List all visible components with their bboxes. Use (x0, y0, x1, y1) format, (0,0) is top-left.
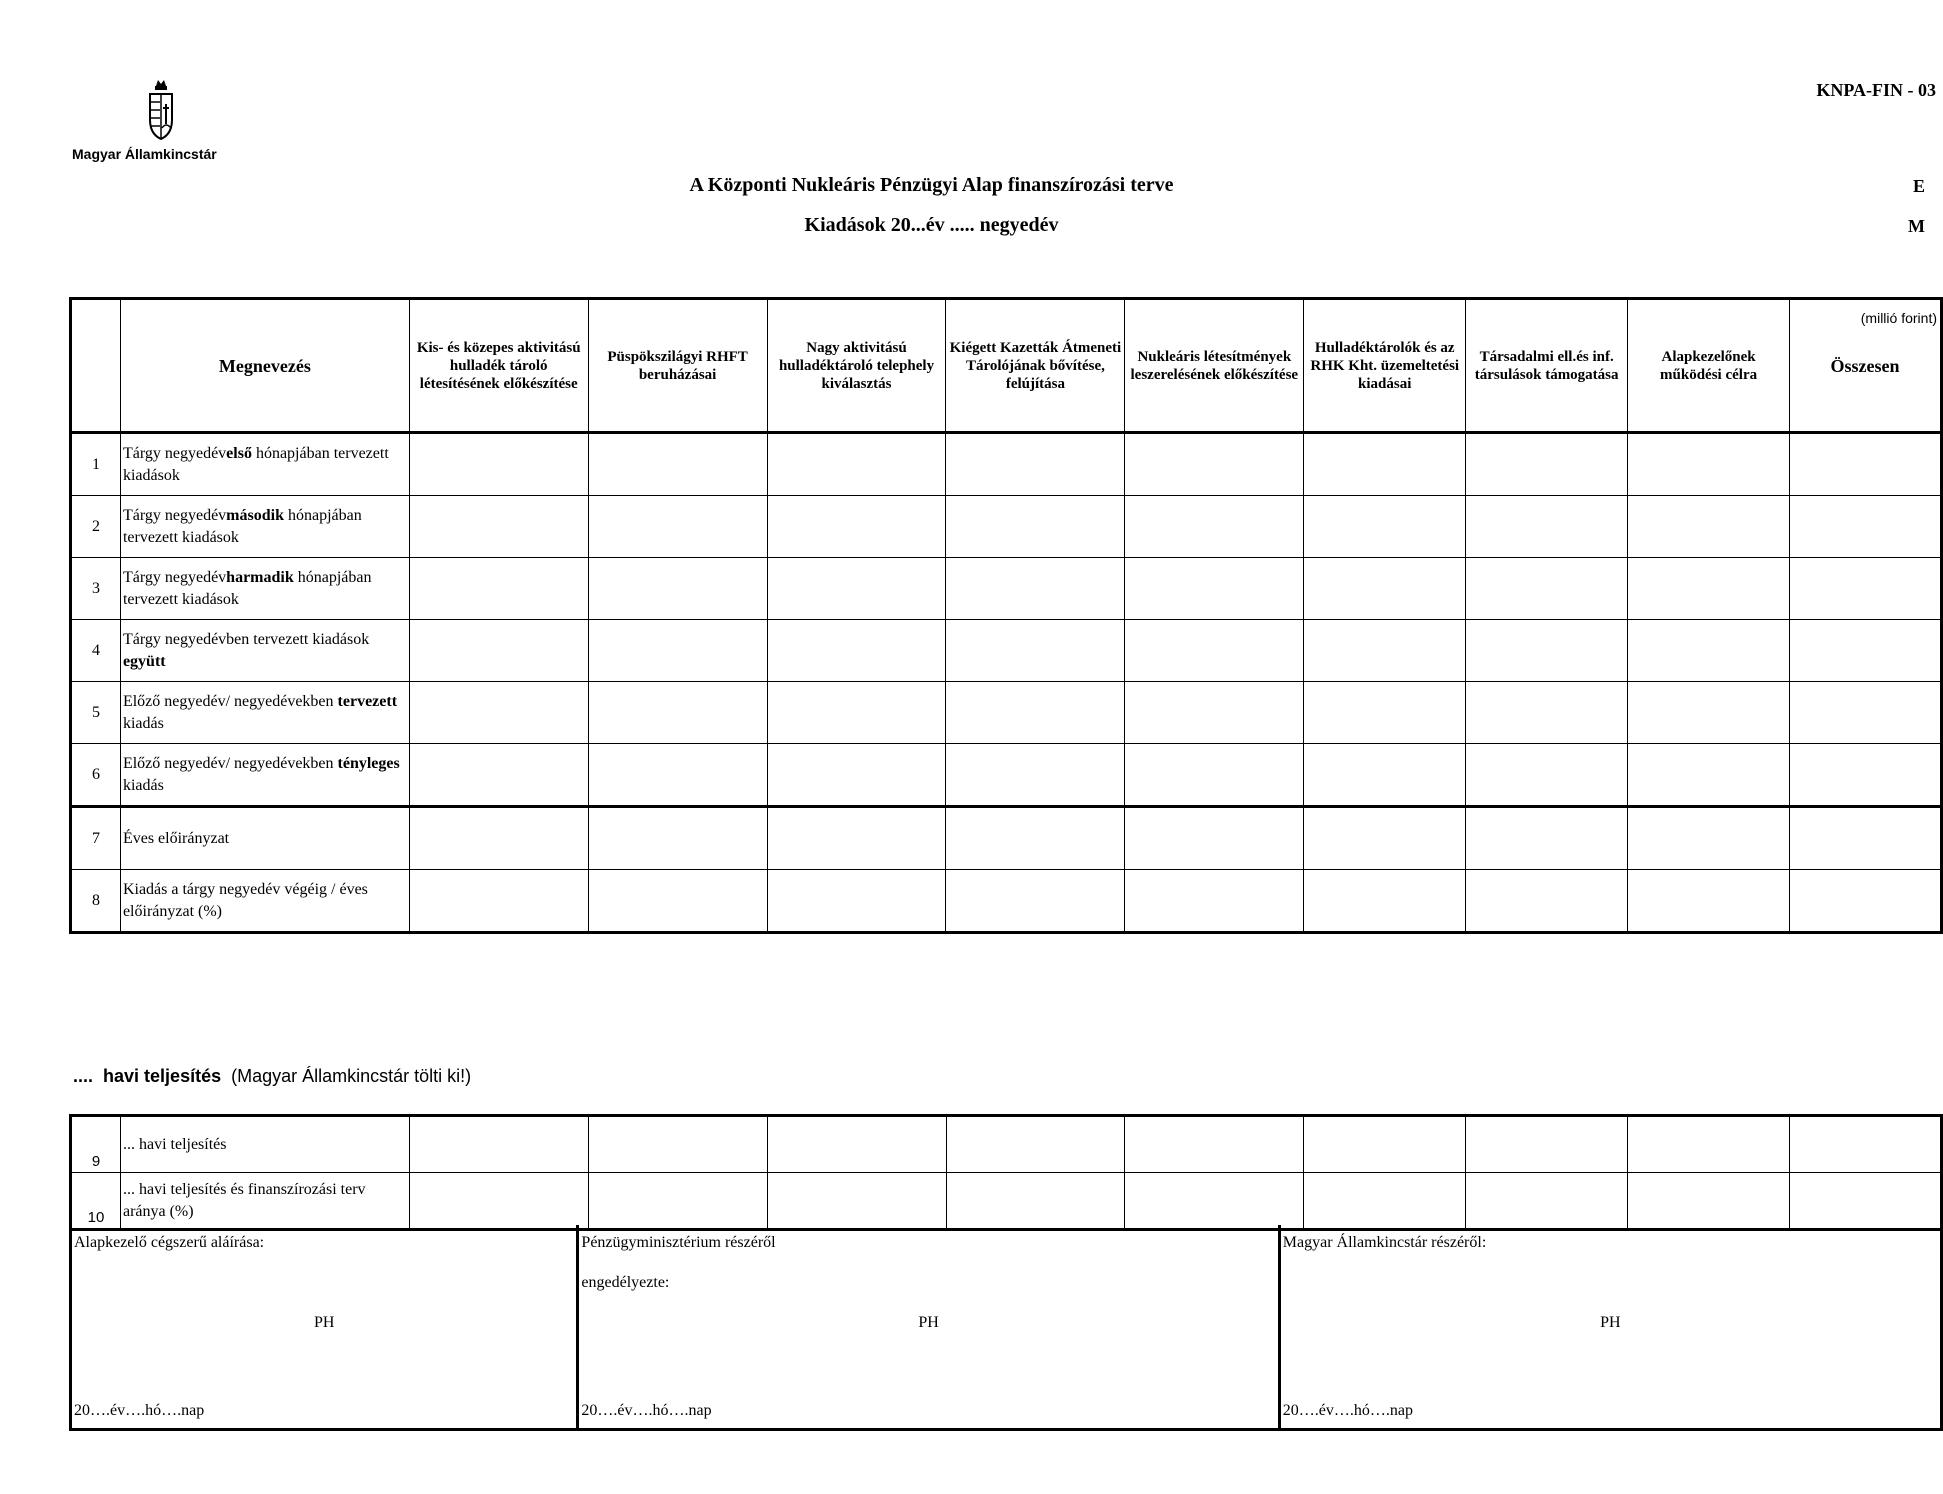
amount-cell[interactable] (767, 744, 946, 807)
section-dots: .... (73, 1066, 94, 1086)
monthly-performance-table (69, 1114, 1943, 1231)
performance-cell[interactable] (946, 1173, 1125, 1230)
row-description (120, 558, 409, 620)
row-description (120, 620, 409, 682)
column-header-high-activity-site: Nagy aktivitású hulladéktároló telephely kiválasztás (767, 299, 946, 433)
amount-cell[interactable] (1790, 496, 1942, 558)
column-header-low-mid-waste-storage: Kis- és közepes aktivitású hulladék tároló létesítésének előkészítése (409, 299, 588, 433)
column-header-operating-costs: Hulladéktárolók és az RHK Kht. üzemeltetési kiadásai (1304, 299, 1466, 433)
amount-cell[interactable] (1628, 870, 1790, 933)
plan-row-2 (71, 496, 1942, 558)
amount-cell[interactable] (1628, 682, 1790, 744)
amount-cell[interactable] (946, 433, 1125, 496)
plan-row-7 (71, 807, 1942, 870)
amount-cell[interactable] (1125, 433, 1304, 496)
row-description: ... havi teljesítés és finanszírozási terv aránya (%) (120, 1173, 409, 1230)
plan-row-6 (71, 744, 1942, 807)
column-header-decommissioning: Nukleáris létesítmények leszerelésének előkészítése (1125, 299, 1304, 433)
plan-row-8 (71, 870, 1942, 933)
row-description-bold: tényleges (337, 754, 400, 772)
amount-cell[interactable] (1790, 807, 1942, 870)
amount-cell[interactable] (946, 620, 1125, 682)
amount-cell[interactable] (409, 558, 588, 620)
unit-label: (millió forint) (1860, 310, 1937, 326)
row-number: 7 (71, 807, 121, 870)
row-description-bold: harmadik (226, 568, 294, 586)
row-number: 9 (71, 1116, 121, 1173)
amount-cell[interactable] (588, 682, 767, 744)
row-description (120, 496, 409, 558)
section-note: (Magyar Államkincstár tölti ki!) (231, 1066, 472, 1086)
amount-cell[interactable] (1790, 433, 1942, 496)
amount-cell[interactable] (1125, 807, 1304, 870)
amount-cell[interactable] (588, 496, 767, 558)
amount-cell[interactable] (1304, 870, 1466, 933)
amount-cell[interactable] (588, 620, 767, 682)
document-subtitle: Kiadások 20...év ..... negyedév (804, 214, 1059, 236)
amount-cell[interactable] (1790, 620, 1942, 682)
signature-date-middle: 20….év….hó….nap (581, 1402, 712, 1419)
performance-cell[interactable] (1466, 1173, 1628, 1230)
performance-cell[interactable] (588, 1116, 767, 1173)
amount-cell[interactable] (1304, 558, 1466, 620)
amount-cell[interactable] (1628, 620, 1790, 682)
amount-cell[interactable] (767, 558, 946, 620)
stamp-placeholder-left: PH (313, 1314, 335, 1331)
column-header-spent-fuel-storage: Kiégett Kazetták Átmeneti Tárolójának bővítése, felújítása (946, 299, 1125, 433)
performance-cell[interactable] (1628, 1116, 1790, 1173)
organization-name: Magyar Államkincstár (72, 146, 217, 162)
amount-cell[interactable] (946, 870, 1125, 933)
performance-cell[interactable] (1466, 1116, 1628, 1173)
row-description (120, 870, 409, 933)
amount-cell[interactable] (588, 807, 767, 870)
amount-cell[interactable] (409, 744, 588, 807)
row-description-bold: tervezett (337, 692, 398, 710)
amount-cell[interactable] (1304, 682, 1466, 744)
row-number: 6 (71, 744, 121, 807)
row-description-post: hónapjában tervezett kiadások (122, 506, 362, 546)
amount-cell[interactable] (409, 807, 588, 870)
amount-cell[interactable] (1466, 744, 1628, 807)
amount-cell[interactable] (946, 496, 1125, 558)
amount-cell[interactable] (946, 558, 1125, 620)
row-description-pre: Tárgy negyedév (122, 444, 227, 462)
column-header-name: Megnevezés (120, 299, 409, 433)
amount-cell[interactable] (767, 870, 946, 933)
row-number: 1 (71, 433, 121, 496)
row-description-bold: első (226, 444, 252, 462)
amount-cell[interactable] (1466, 620, 1628, 682)
amount-cell[interactable] (1628, 496, 1790, 558)
row-description-post: kiadás (122, 776, 164, 794)
amount-cell[interactable] (767, 496, 946, 558)
performance-cell[interactable] (588, 1173, 767, 1230)
amount-cell[interactable] (1790, 558, 1942, 620)
amount-cell[interactable] (1628, 558, 1790, 620)
amount-cell[interactable] (946, 682, 1125, 744)
document-title: A Központi Nukleáris Pénzügyi Alap finanszírozási terve (689, 174, 1174, 196)
amount-cell[interactable] (409, 496, 588, 558)
row-description-pre: Kiadás a tárgy negyedév végéig / éves előirányzat (%) (122, 880, 368, 920)
plan-row-5 (71, 682, 1942, 744)
side-letter-m: M (1908, 216, 1925, 236)
row-description-bold: második (226, 506, 284, 524)
amount-cell[interactable] (767, 433, 946, 496)
performance-cell[interactable] (1125, 1116, 1304, 1173)
amount-cell[interactable] (767, 620, 946, 682)
row-description-post: kiadás (122, 714, 164, 732)
signature-table (69, 1225, 1943, 1431)
performance-cell[interactable] (1125, 1173, 1304, 1230)
row-number: 2 (71, 496, 121, 558)
signature-ministry-label: Pénzügyminisztérium részéről (581, 1234, 776, 1251)
amount-cell[interactable] (1125, 558, 1304, 620)
amount-cell[interactable] (1466, 807, 1628, 870)
performance-row-9 (71, 1116, 1942, 1173)
amount-cell[interactable] (1125, 682, 1304, 744)
amount-cell[interactable] (1628, 807, 1790, 870)
amount-cell[interactable] (1304, 433, 1466, 496)
side-letter-e: E (1912, 176, 1925, 196)
amount-cell[interactable] (1790, 682, 1942, 744)
amount-cell[interactable] (1790, 870, 1942, 933)
row-description (120, 433, 409, 496)
amount-cell[interactable] (588, 744, 767, 807)
form-code: KNPA-FIN - 03 (1816, 80, 1936, 100)
performance-cell[interactable] (409, 1116, 588, 1173)
signature-treasury[interactable] (1279, 1225, 1941, 1430)
monthly-performance-heading (73, 1066, 471, 1087)
row-description-pre: Tárgy negyedévben tervezett kiadások (122, 630, 370, 648)
performance-cell[interactable] (767, 1173, 946, 1230)
signature-date-left: 20….év….hó….nap (74, 1402, 205, 1419)
row-description (120, 682, 409, 744)
performance-cell[interactable] (946, 1116, 1125, 1173)
row-description: ... havi teljesítés (120, 1116, 409, 1173)
signature-ministry-approved-label: engedélyezte: (581, 1274, 670, 1291)
performance-cell[interactable] (409, 1173, 588, 1230)
stamp-placeholder-right: PH (1600, 1314, 1621, 1331)
column-header-number (71, 299, 121, 433)
amount-cell[interactable] (1466, 433, 1628, 496)
row-description-post: hónapjában tervezett kiadások (122, 444, 389, 484)
performance-row-10 (71, 1173, 1942, 1230)
column-header-puspokszilagyi-rhft: Püspökszilágyi RHFT beruházásai (588, 299, 767, 433)
amount-cell[interactable] (588, 433, 767, 496)
row-number: 10 (71, 1173, 121, 1230)
row-number: 5 (71, 682, 121, 744)
performance-cell[interactable] (1304, 1173, 1466, 1230)
row-description-post: hónapjában tervezett kiadások (122, 568, 372, 608)
row-number: 4 (71, 620, 121, 682)
monthly-performance-rows (71, 1116, 1942, 1230)
amount-cell[interactable] (409, 870, 588, 933)
signature-treasury-label: Magyar Államkincstár részéről: (1282, 1234, 1487, 1251)
signature-fund-manager[interactable] (71, 1225, 578, 1430)
amount-cell[interactable] (1790, 744, 1942, 807)
row-description-bold: együtt (122, 652, 166, 670)
amount-cell[interactable] (1466, 496, 1628, 558)
amount-cell[interactable] (946, 744, 1125, 807)
amount-cell[interactable] (1125, 620, 1304, 682)
amount-cell[interactable] (409, 433, 588, 496)
stamp-placeholder-middle: PH (918, 1314, 939, 1331)
row-description-pre: Tárgy negyedév (122, 506, 227, 524)
performance-cell[interactable] (1628, 1173, 1790, 1230)
amount-cell[interactable] (767, 807, 946, 870)
amount-cell[interactable] (1304, 496, 1466, 558)
amount-cell[interactable] (1304, 807, 1466, 870)
row-description-pre: Előző negyedév/ negyedévekben (122, 754, 338, 772)
performance-cell[interactable] (1790, 1116, 1942, 1173)
performance-cell[interactable] (1790, 1173, 1942, 1230)
signature-date-right: 20….év….hó….nap (1282, 1402, 1413, 1419)
row-description (120, 744, 409, 807)
plan-row-4 (71, 620, 1942, 682)
row-description (120, 807, 409, 870)
row-description-pre: Éves előirányzat (122, 829, 230, 847)
amount-cell[interactable] (1466, 682, 1628, 744)
amount-cell[interactable] (767, 682, 946, 744)
amount-cell[interactable] (1125, 496, 1304, 558)
amount-cell[interactable] (1125, 870, 1304, 933)
row-description-pre: Tárgy negyedév (122, 568, 227, 586)
amount-cell[interactable] (1304, 620, 1466, 682)
signature-fund-manager-label: Alapkezelő cégszerű aláírása: (74, 1234, 265, 1251)
amount-cell[interactable] (409, 620, 588, 682)
amount-cell[interactable] (409, 682, 588, 744)
performance-cell[interactable] (1304, 1116, 1466, 1173)
amount-cell[interactable] (1628, 744, 1790, 807)
signature-ministry[interactable] (578, 1225, 1279, 1430)
row-number: 3 (71, 558, 121, 620)
plan-row-3 (71, 558, 1942, 620)
amount-cell[interactable] (588, 558, 767, 620)
plan-row-1 (71, 433, 1942, 496)
amount-cell[interactable] (1466, 870, 1628, 933)
row-number: 8 (71, 870, 121, 933)
hungarian-coat-of-arms-icon (146, 76, 176, 141)
amount-cell[interactable] (1125, 744, 1304, 807)
financing-plan-table (69, 297, 1943, 934)
column-header-fund-manager: Alapkezelőnek működési célra (1628, 299, 1790, 433)
column-header-social-support: Társadalmi ell.és inf. társulások támogatása (1466, 299, 1628, 433)
performance-cell[interactable] (767, 1116, 946, 1173)
column-header-total: Összesen (1790, 299, 1942, 433)
amount-cell[interactable] (946, 807, 1125, 870)
amount-cell[interactable] (1628, 433, 1790, 496)
amount-cell[interactable] (588, 870, 767, 933)
section-title: havi teljesítés (103, 1066, 222, 1086)
amount-cell[interactable] (1304, 744, 1466, 807)
amount-cell[interactable] (1466, 558, 1628, 620)
financing-plan-rows (71, 433, 1942, 933)
row-description-pre: Előző negyedév/ negyedévekben (122, 692, 338, 710)
